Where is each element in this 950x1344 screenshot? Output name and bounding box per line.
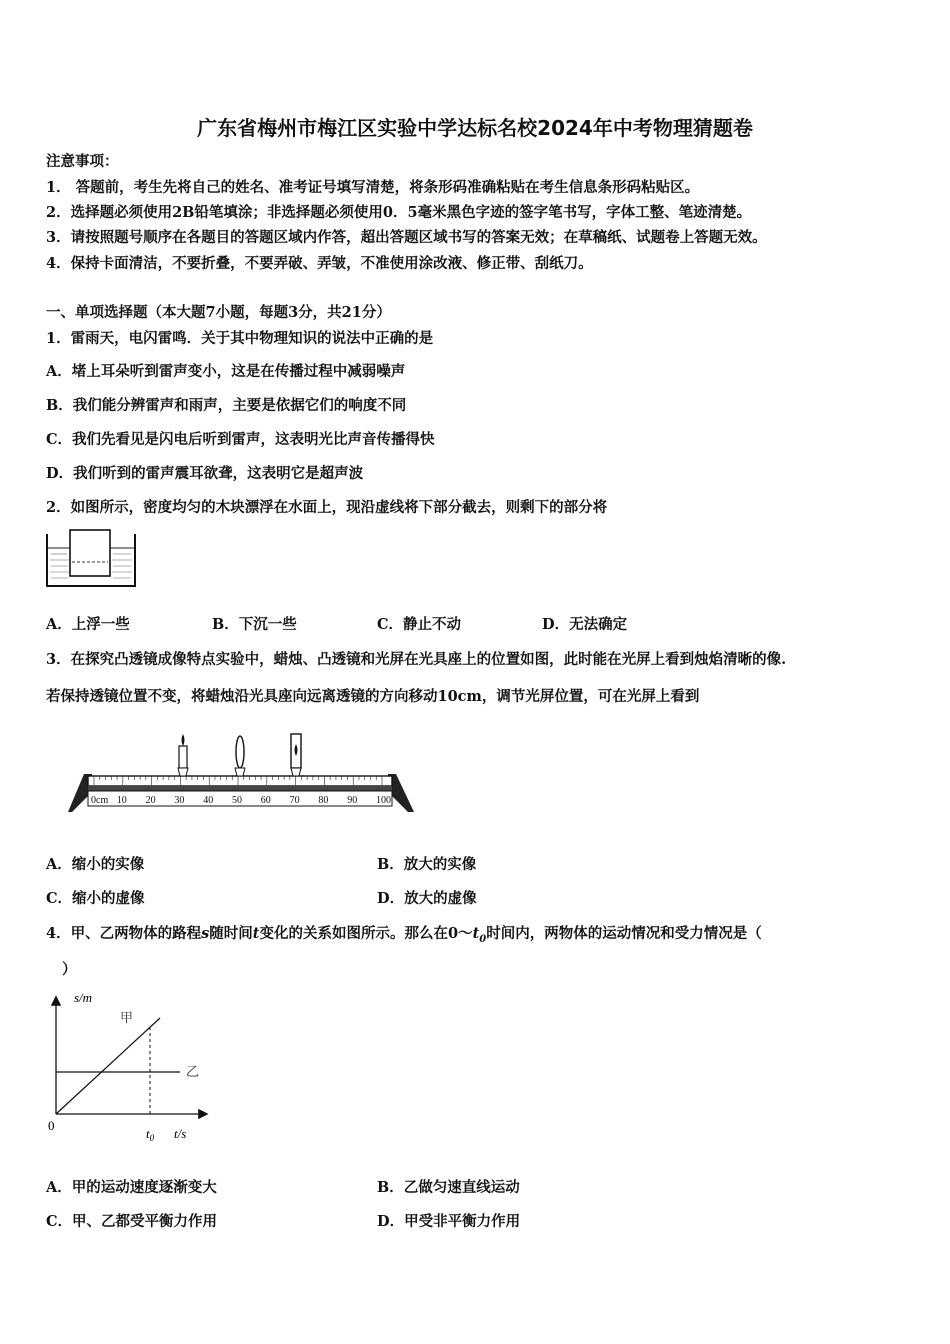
series-jia-line bbox=[56, 1018, 160, 1114]
q1-option-c: C．我们先看见是闪电后听到雷声，这表明光比声音传播得快 bbox=[46, 431, 435, 448]
optical-bench-figure bbox=[66, 730, 416, 815]
t0-label-main: t bbox=[146, 1126, 150, 1141]
stem-text: 时间内，两物体的运动情况和受力情况是（ bbox=[486, 925, 762, 942]
stem-text: 变化的关系如图所示。那么在0～ bbox=[259, 925, 473, 942]
ruler-label: 40 bbox=[203, 795, 214, 806]
stem-var-t0: t bbox=[472, 925, 480, 942]
section-heading: 一、单项选择题（本大题7小题，每题3分，共21分） bbox=[46, 304, 391, 321]
question-3-stem-line1: 3．在探究凸透镜成像特点实验中，蜡烛、凸透镜和光屏在光具座上的位置如图，此时能在光屏上看到烛焰清晰的像. bbox=[46, 651, 787, 668]
ruler-label: 60 bbox=[260, 795, 271, 806]
q2-option-b: B．下沉一些 bbox=[212, 616, 297, 633]
note-item: 1． 答题前，考生先将自己的姓名、准考证号填写清楚，将条形码准确粘贴在考生信息条形码粘贴区。 bbox=[46, 179, 700, 196]
t0-label-sub: 0 bbox=[149, 1133, 155, 1143]
q4-option-a: A．甲的运动速度逐渐变大 bbox=[46, 1179, 217, 1196]
label-jia: 甲 bbox=[120, 1010, 134, 1025]
notes-heading: 注意事项： bbox=[46, 153, 119, 170]
q3-option-a: A．缩小的实像 bbox=[46, 856, 145, 873]
question-3-stem-line2: 若保持透镜位置不变，将蜡烛沿光具座向远离透镜的方向移动10cm，调节光屏位置，可在光屏上看到 bbox=[46, 688, 700, 705]
q2-option-c: C．静止不动 bbox=[377, 616, 462, 633]
ruler-label: 0cm bbox=[91, 795, 109, 806]
floating-block-figure bbox=[45, 528, 140, 590]
origin-label: 0 bbox=[48, 1118, 55, 1133]
q4-option-c: C．甲、乙都受平衡力作用 bbox=[46, 1213, 218, 1230]
note-item: 3．请按照题号顺序在各题目的答题区域内作答，超出答题区域书写的答案无效；在草稿纸、试题卷上答题无效。 bbox=[46, 229, 767, 246]
ruler-label: 30 bbox=[174, 795, 185, 806]
q1-option-b: B．我们能分辨雷声和雨声，主要是依据它们的响度不同 bbox=[46, 397, 407, 414]
stem-text: 随时间 bbox=[209, 925, 253, 942]
ruler-label: 80 bbox=[318, 795, 329, 806]
ruler-label: 20 bbox=[145, 795, 156, 806]
ruler-label: 100 bbox=[376, 795, 391, 806]
t0-label bbox=[146, 1126, 155, 1143]
note-item: 4．保持卡面清洁，不要折叠，不要弄破、弄皱，不准使用涂改液、修正带、刮纸刀。 bbox=[46, 255, 593, 272]
question-1-stem: 1．雷雨天，电闪雷鸣．关于其中物理知识的说法中正确的是 bbox=[46, 330, 434, 347]
q4-option-d: D．甲受非平衡力作用 bbox=[377, 1213, 521, 1230]
light-screen bbox=[291, 734, 301, 776]
q2-option-a: A．上浮一些 bbox=[46, 616, 130, 633]
y-axis-label: s/m bbox=[74, 990, 93, 1005]
ruler-label: 70 bbox=[289, 795, 300, 806]
ruler-label: 10 bbox=[116, 795, 127, 806]
question-4-stem-close: ） bbox=[62, 961, 77, 978]
q3-option-d: D．放大的虚像 bbox=[377, 890, 477, 907]
s-t-graph bbox=[40, 988, 220, 1148]
page-title: 广东省梅州市梅江区实验中学达标名校2024年中考物理猜题卷 bbox=[197, 116, 753, 140]
stem-var-s: s bbox=[201, 925, 210, 942]
q3-option-b: B．放大的实像 bbox=[377, 856, 477, 873]
q4-option-b: B．乙做匀速直线运动 bbox=[377, 1179, 520, 1196]
stem-text: 4．甲、乙两物体的路程 bbox=[46, 925, 202, 942]
candle bbox=[178, 734, 188, 776]
q1-option-d: D．我们听到的雷声震耳欲聋，这表明它是超声波 bbox=[46, 465, 364, 482]
label-yi: 乙 bbox=[186, 1064, 200, 1079]
ruler-label: 90 bbox=[347, 795, 358, 806]
note-item: 2．选择题必须使用2B铅笔填涂；非选择题必须使用0．5毫米黑色字迹的签字笔书写，字体工整、笔迹清楚。 bbox=[46, 204, 752, 221]
q1-option-a: A．堵上耳朵听到雷声变小，这是在传播过程中减弱噪声 bbox=[46, 363, 406, 380]
stem-var-t0-sub: 0 bbox=[479, 933, 487, 945]
ruler-label: 50 bbox=[232, 795, 242, 806]
question-4-stem bbox=[46, 922, 762, 945]
question-2-stem: 2．如图所示，密度均匀的木块漂浮在水面上，现沿虚线将下部分截去，则剩下的部分将 bbox=[46, 499, 608, 516]
stem-var-t: t bbox=[252, 925, 260, 942]
convex-lens bbox=[235, 736, 245, 776]
q3-option-c: C．缩小的虚像 bbox=[46, 890, 145, 907]
q2-option-d: D．无法确定 bbox=[542, 616, 628, 633]
x-axis-label: t/s bbox=[174, 1126, 187, 1141]
